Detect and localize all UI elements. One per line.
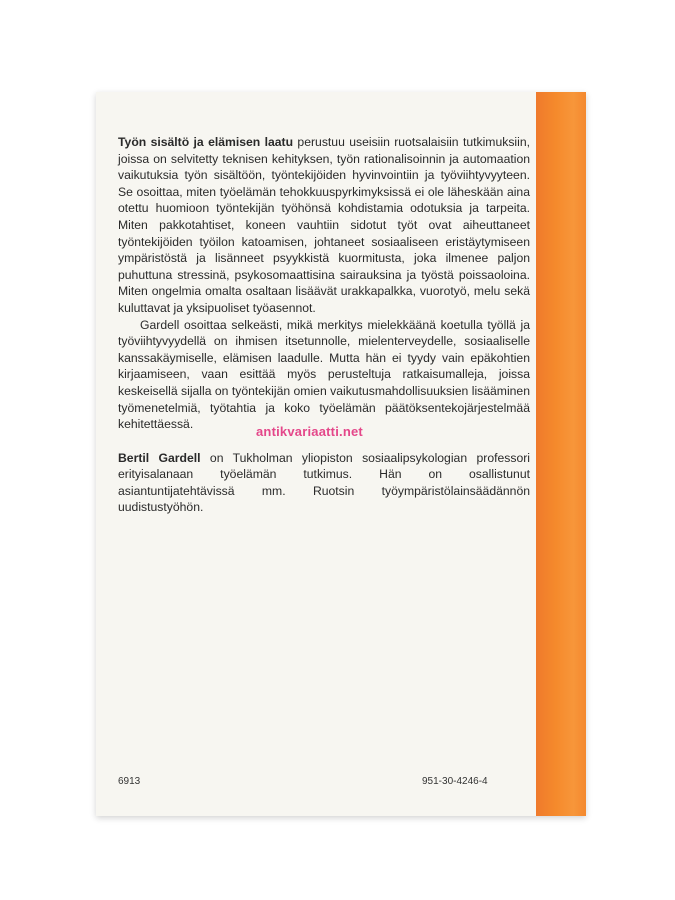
blurb-text — [118, 134, 530, 516]
paragraph-1-text: perustuu useisiin ruotsalaisiin tutkimuksiin, joissa on selvitetty teknisen kehityksen, työn rationalisoinnin ja automaation vaikutuksia työn sisältöön, työntekijöiden hyvinvointiin ja työviihtyvyyteen. Se osoittaa, miten työelämän tehokkuuspyrkimyksissä ei ole läheskään aina otettu huomioon työntekijän työhönsä kohdistamia odotuksia ja tarpeita. Miten pakkotahtiset, koneen vauhtiin sidotut työt ovat aiheuttaneet työntekijöiden työilon katoamisen, johtaneet sosiaaliseen eristäytymiseen ympäristöstä ja lisänneet psyykkistä kuormitusta, joka ilmenee paljon puhuttuna stressinä, psykosomaattisina sairauksina ja työstä poissaoloina. Miten ongelmia omalta osaltaan lisäävät urakkapalkka, vuorotyö, melu sekä kuluttavat ja yksipuoliset työasennot. — [118, 135, 530, 315]
author-name: Bertil Gardell — [118, 450, 201, 465]
blurb-paragraph-1 — [118, 134, 530, 317]
watermark: antikvariaatti.net — [256, 424, 363, 439]
isbn: 951-30-4246-4 — [422, 776, 488, 787]
product-code: 6913 — [118, 776, 141, 787]
book-title-lead: Työn sisältö ja elämisen laatu — [118, 135, 294, 149]
orange-stripe — [536, 92, 586, 816]
author-bio — [118, 450, 530, 516]
book-back-cover — [96, 92, 586, 816]
author-bio-text: on Tukholman yliopiston sosiaalipsykologian professori erityisalanaan työelämän tutkimus. Hän on osallistunut asiantuntijatehtävissä mm. Ruotsin työympäristölainsäädännön uudistustyöhön. — [118, 450, 530, 515]
blurb-paragraph-2: Gardell osoittaa selkeästi, mikä merkitys mielekkäänä koetulla työllä ja työviihtyvyydellä on ihmisen itsetunnolle, mielenterveydelle, sosiaaliselle kanssakäymiselle, elämisen laadulle. Mutta hän ei tyydy vain epäkohtien kirjaamiseen, vaan esittää myös perusteltuja ratkaisumalleja, joissa keskeisellä sijalla on työntekijän omien vaikutusmahdollisuuksien lisääminen työmenetelmiä, työtahtia ja koko työelämän päätöksentekojärjestelmää kehitettäessä. — [118, 317, 530, 432]
